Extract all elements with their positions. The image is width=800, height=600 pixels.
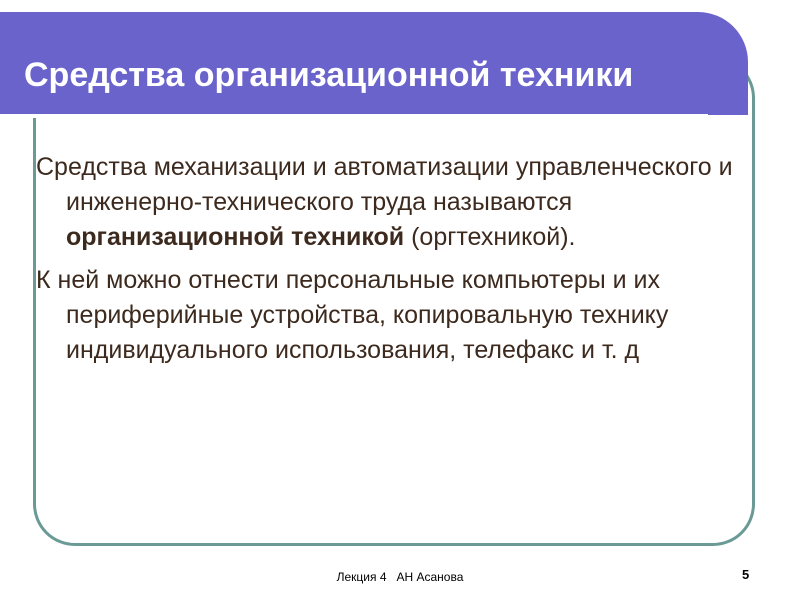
paragraph-examples: К ней можно отнести персональные компьютеры и их периферийные устройства, копировальную технику индивидуального использования, телефакс и т. д <box>36 266 669 364</box>
title-underline <box>0 114 708 118</box>
paragraph-definition-bold-term: организационной техникой <box>66 223 405 251</box>
slide-body <box>36 150 748 376</box>
footer-lecture-label: Лекция 4 АН Асанова <box>336 570 464 584</box>
title-banner <box>0 12 748 115</box>
slide-title: Средства организационной техники <box>24 56 634 94</box>
paragraph-definition-text-after: (оргтехникой). <box>404 223 576 251</box>
footer-page-number: 5 <box>742 567 750 582</box>
paragraph-definition-text: Средства механизации и автоматизации управленческого и инженерно-технического труда называются <box>36 153 733 216</box>
paragraph-definition <box>36 150 748 255</box>
